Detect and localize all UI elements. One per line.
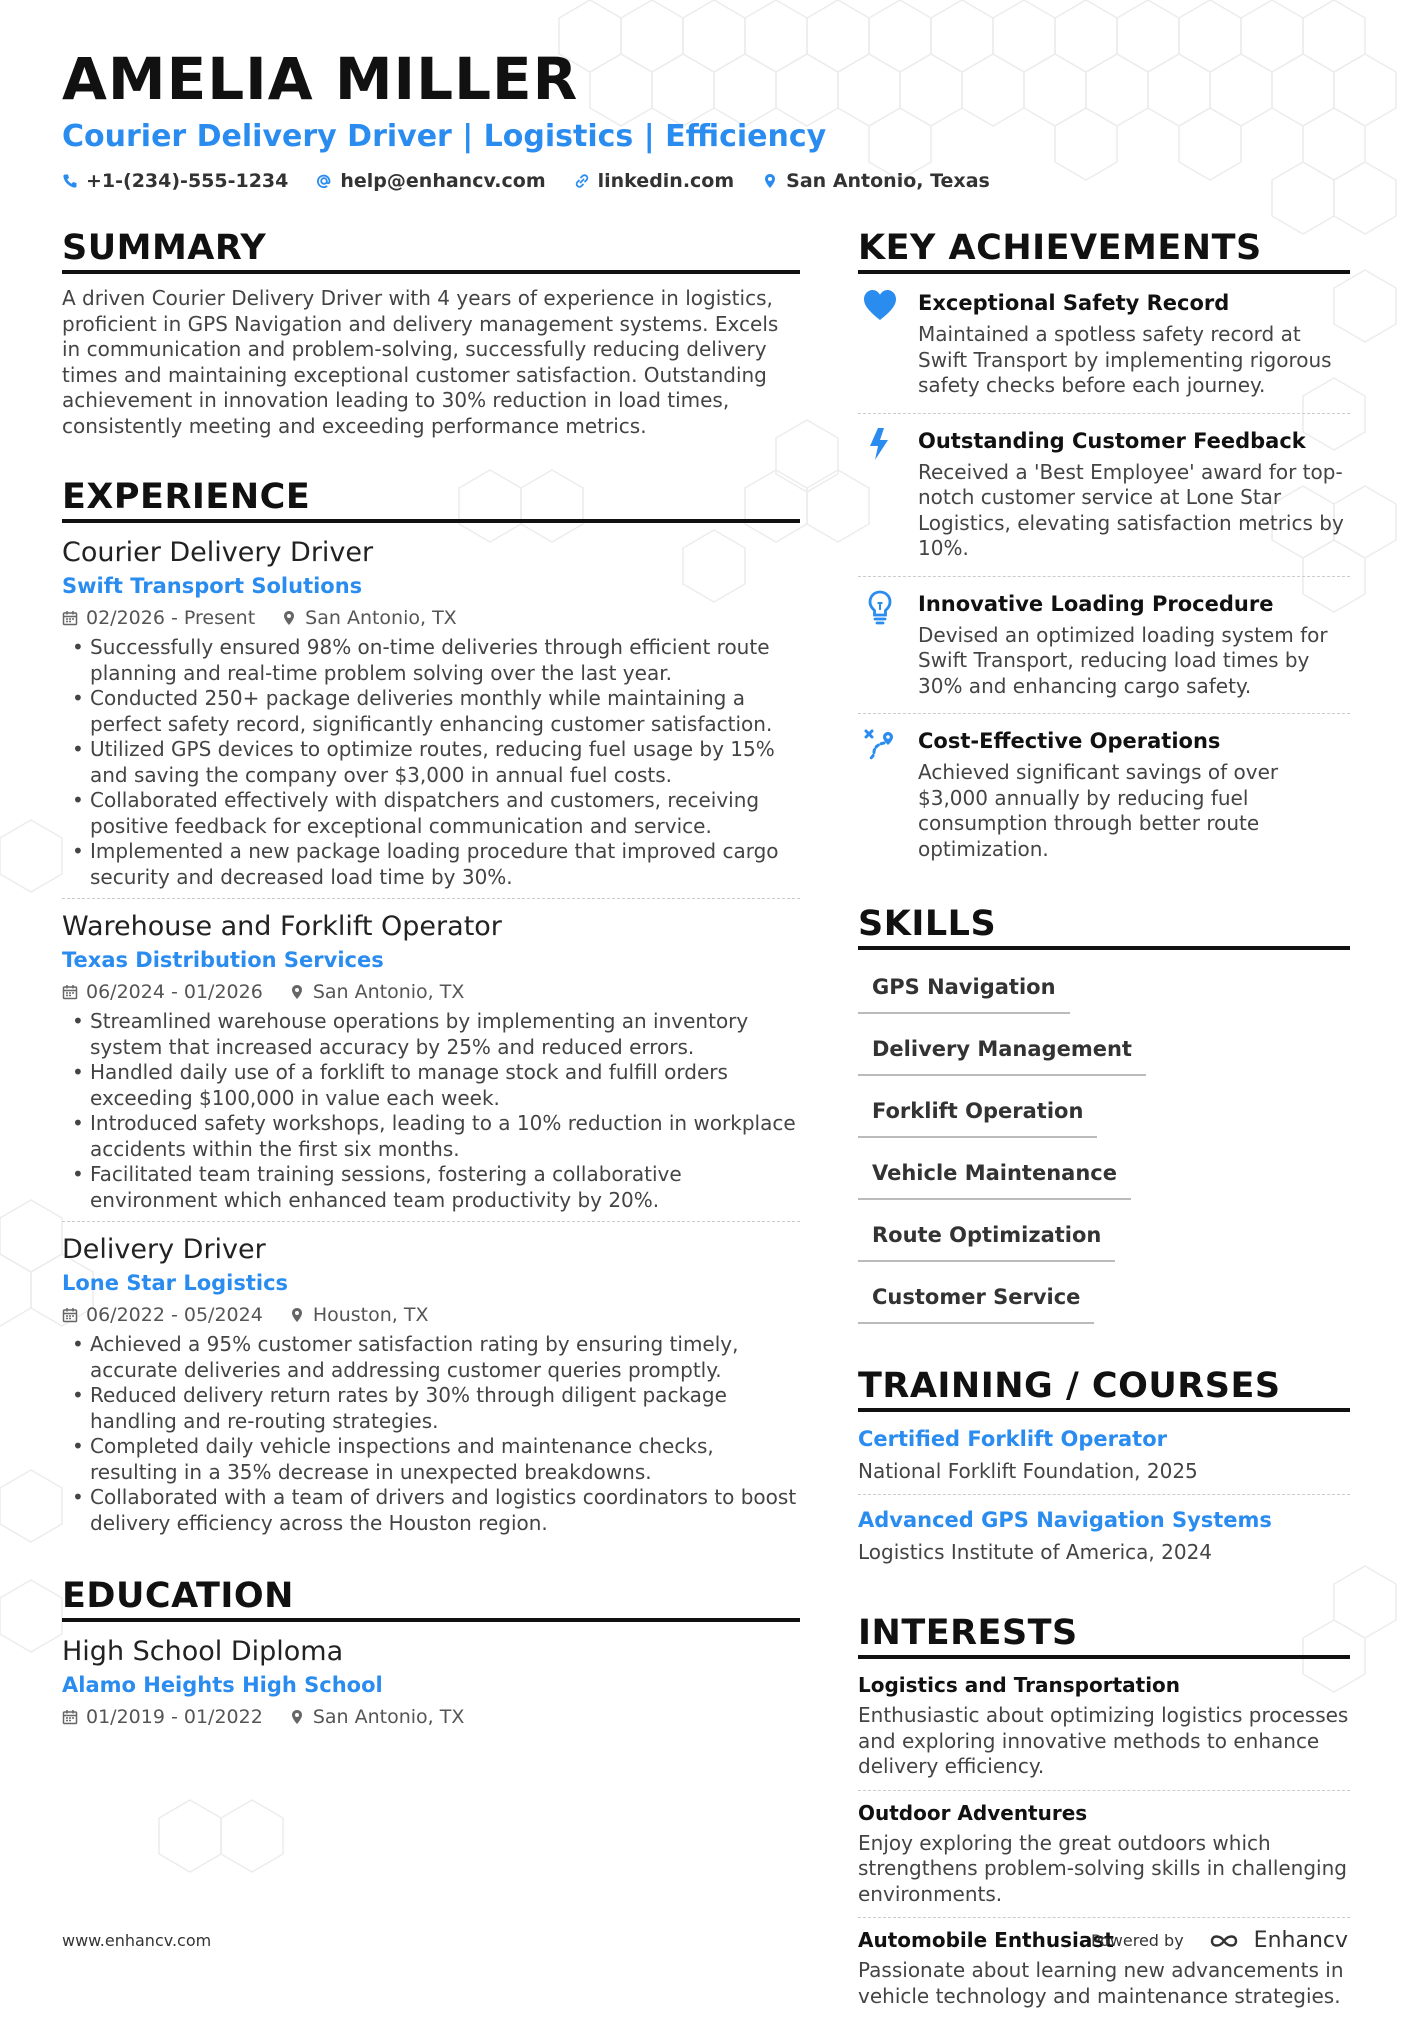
course-item bbox=[858, 1494, 1350, 1575]
skill-tag: Delivery Management bbox=[858, 1028, 1146, 1076]
calendar-icon bbox=[62, 1709, 78, 1725]
contact-linkedin[interactable] bbox=[574, 170, 735, 192]
interest-item bbox=[858, 1790, 1350, 1918]
job-location bbox=[289, 981, 465, 1003]
achievement-item bbox=[858, 413, 1350, 576]
education-dates-text: 01/2019 - 01/2022 bbox=[86, 1706, 263, 1728]
map-pin-icon bbox=[762, 173, 778, 189]
map-pin-icon bbox=[289, 984, 305, 1000]
job-bullet: • Handled daily use of a forklift to manage stock and fulfill orders exceeding $100,000 in value each week. bbox=[62, 1060, 800, 1111]
powered-by-text: Powered by bbox=[1090, 1931, 1184, 1950]
job-entry bbox=[62, 898, 800, 1221]
job-location-text: San Antonio, TX bbox=[305, 607, 457, 629]
job-bullet: • Conducted 250+ package deliveries monthly while maintaining a perfect safety record, significantly enhancing customer satisfaction. bbox=[62, 686, 800, 737]
achievement-title: Innovative Loading Procedure bbox=[918, 591, 1274, 616]
candidate-name: AMELIA MILLER bbox=[62, 45, 579, 113]
phone-icon bbox=[62, 173, 78, 189]
job-title: Courier Delivery Driver bbox=[62, 537, 374, 568]
job-bullets bbox=[62, 1332, 800, 1536]
job-entry bbox=[62, 535, 800, 898]
footer-url[interactable]: www.enhancv.com bbox=[62, 1931, 212, 1950]
achievement-icon-wrap bbox=[858, 589, 902, 700]
map-pin-icon bbox=[289, 1709, 305, 1725]
job-bullets bbox=[62, 635, 800, 890]
achievement-item bbox=[858, 713, 1350, 876]
summary-text: A driven Courier Delivery Driver with 4 years of experience in logistics, proficient in GPS Navigation and delivery management systems. Excels in communication and problem-solving, successfully reducing delivery times and maintaining exceptional customer satisfaction. Outstanding achievement in innovation leading to 30% reduction in load times, consistently meeting and exceeding performance metrics. bbox=[62, 286, 779, 438]
achievement-title: Outstanding Customer Feedback bbox=[918, 428, 1306, 453]
achievement-icon-wrap bbox=[858, 288, 902, 399]
job-dates-text: 02/2026 - Present bbox=[86, 607, 256, 629]
education-location bbox=[289, 1706, 465, 1728]
course-provider: Logistics Institute of America, 2024 bbox=[858, 1540, 1213, 1564]
map-pin-icon bbox=[281, 610, 297, 626]
interest-desc: Passionate about learning new advancements in vehicle technology and maintenance strategies. bbox=[858, 1958, 1344, 2008]
job-bullets bbox=[62, 1009, 800, 1213]
job-dates-text: 06/2024 - 01/2026 bbox=[86, 981, 263, 1003]
route-icon bbox=[862, 726, 898, 762]
skill-tag: Customer Service bbox=[858, 1276, 1094, 1324]
contact-info bbox=[62, 170, 1342, 192]
interest-item bbox=[858, 1671, 1350, 1790]
achievement-desc: Received a 'Best Employee' award for top-notch customer service at Lone Star Logistics, elevating satisfaction metrics by 10%. bbox=[918, 459, 1344, 560]
achievement-body bbox=[918, 726, 1350, 862]
achievements-heading: KEY ACHIEVEMENTS bbox=[858, 226, 1350, 274]
achievement-desc: Maintained a spotless safety record at Swift Transport by implementing rigorous safety checks before each journey. bbox=[918, 322, 1332, 397]
job-meta bbox=[62, 1304, 800, 1326]
location-text: San Antonio, Texas bbox=[786, 170, 990, 192]
course-title: Advanced GPS Navigation Systems bbox=[858, 1508, 1272, 1532]
course-item bbox=[858, 1424, 1350, 1494]
achievement-title: Exceptional Safety Record bbox=[918, 291, 1230, 315]
resume-header bbox=[62, 44, 1342, 192]
contact-email[interactable] bbox=[316, 170, 545, 192]
education-section bbox=[62, 1574, 800, 1728]
footer-brand bbox=[1091, 1928, 1348, 1953]
education-degree: High School Diploma bbox=[62, 1636, 344, 1667]
job-entry bbox=[62, 1221, 800, 1544]
interest-desc: Enjoy exploring the great outdoors which strengthens problem-solving skills in challenging environments. bbox=[858, 1830, 1347, 1906]
at-sign-icon bbox=[316, 173, 332, 189]
training-section bbox=[858, 1364, 1350, 1575]
skill-tag: Route Optimization bbox=[858, 1214, 1115, 1262]
linkedin-text: linkedin.com bbox=[597, 170, 735, 192]
education-heading: EDUCATION bbox=[62, 1574, 800, 1622]
brand-name: Enhancv bbox=[1253, 1928, 1348, 1953]
footer bbox=[62, 1928, 1348, 1953]
lightning-icon bbox=[862, 426, 898, 462]
summary-section bbox=[62, 226, 800, 439]
course-provider: National Forklift Foundation, 2025 bbox=[858, 1459, 1198, 1483]
interest-desc: Enthusiastic about optimizing logistics processes and exploring innovative methods to enhance delivery efficiency. bbox=[858, 1703, 1349, 1778]
achievement-title: Cost-Effective Operations bbox=[918, 729, 1221, 753]
experience-heading: EXPERIENCE bbox=[62, 475, 800, 523]
map-pin-icon bbox=[289, 1307, 305, 1323]
lightbulb-icon bbox=[862, 589, 898, 625]
education-dates bbox=[62, 1706, 263, 1728]
achievement-icon-wrap bbox=[858, 726, 902, 862]
education-school: Alamo Heights High School bbox=[62, 1673, 383, 1697]
email-text: help@enhancv.com bbox=[340, 170, 546, 192]
skills-heading: SKILLS bbox=[858, 902, 1350, 950]
job-bullet: • Achieved a 95% customer satisfaction rating by ensuring timely, accurate deliveries and addressing customer queries promptly. bbox=[62, 1332, 800, 1383]
experience-section bbox=[62, 475, 800, 1544]
education-meta bbox=[62, 1706, 800, 1728]
job-location bbox=[289, 1304, 429, 1326]
job-bullet: • Reduced delivery return rates by 30% through diligent package handling and re-routing strategies. bbox=[62, 1383, 800, 1434]
skill-tag: GPS Navigation bbox=[858, 966, 1070, 1014]
achievements-section bbox=[858, 226, 1350, 876]
achievement-body bbox=[918, 426, 1350, 562]
phone-text: +1-(234)-555-1234 bbox=[86, 170, 289, 192]
job-company: Texas Distribution Services bbox=[62, 948, 384, 972]
job-bullet: • Utilized GPS devices to optimize routes, reducing fuel usage by 15% and saving the company over $3,000 in annual fuel costs. bbox=[62, 737, 800, 788]
job-meta bbox=[62, 981, 800, 1003]
job-location bbox=[281, 607, 457, 629]
job-bullet: • Implemented a new package loading procedure that improved cargo security and decreased load time by 30%. bbox=[62, 839, 800, 890]
right-column bbox=[858, 226, 1350, 2019]
skill-tag: Vehicle Maintenance bbox=[858, 1152, 1131, 1200]
course-title: Certified Forklift Operator bbox=[858, 1427, 1168, 1451]
heart-icon bbox=[862, 288, 898, 324]
enhancv-logo-icon bbox=[1202, 1929, 1246, 1953]
achievement-body bbox=[918, 288, 1350, 399]
interest-title: Outdoor Adventures bbox=[858, 1800, 1088, 1825]
job-dates bbox=[62, 981, 263, 1003]
summary-heading: SUMMARY bbox=[62, 226, 800, 274]
training-heading: TRAINING / COURSES bbox=[858, 1364, 1350, 1412]
left-column bbox=[62, 226, 800, 1734]
skill-tag: Forklift Operation bbox=[858, 1090, 1097, 1138]
job-dates bbox=[62, 607, 255, 629]
achievement-item bbox=[858, 286, 1350, 413]
job-bullet: • Streamlined warehouse operations by implementing an inventory system that increased accuracy by 25% and reduced errors. bbox=[62, 1009, 800, 1060]
job-company: Swift Transport Solutions bbox=[62, 574, 363, 598]
link-icon bbox=[574, 173, 590, 189]
contact-phone[interactable] bbox=[62, 170, 288, 192]
job-dates bbox=[62, 1304, 263, 1326]
job-title: Delivery Driver bbox=[62, 1234, 266, 1265]
job-bullet: • Completed daily vehicle inspections and maintenance checks, resulting in a 35% decrease in unexpected breakdowns. bbox=[62, 1434, 800, 1485]
calendar-icon bbox=[62, 984, 78, 1000]
job-title: Warehouse and Forklift Operator bbox=[62, 911, 502, 942]
calendar-icon bbox=[62, 1307, 78, 1323]
achievement-desc: Devised an optimized loading system for Swift Transport, reducing load times by 30% and enhancing cargo safety. bbox=[918, 622, 1328, 698]
skills-list bbox=[858, 962, 1350, 1324]
contact-location bbox=[762, 170, 990, 192]
job-meta bbox=[62, 607, 800, 629]
achievement-desc: Achieved significant savings of over $3,000 annually by reducing fuel consumption through better route optimization. bbox=[918, 760, 1279, 861]
job-bullet: • Facilitated team training sessions, fostering a collaborative environment which enhanced team productivity by 20%. bbox=[62, 1162, 800, 1213]
job-location-text: San Antonio, TX bbox=[312, 981, 465, 1003]
interest-title: Logistics and Transportation bbox=[858, 1673, 1181, 1697]
achievement-item bbox=[858, 576, 1350, 714]
job-bullet: • Collaborated effectively with dispatchers and customers, receiving positive feedback for exceptional communication and service. bbox=[62, 788, 800, 839]
job-bullet: • Introduced safety workshops, leading to a 10% reduction in workplace accidents within the first six months. bbox=[62, 1111, 800, 1162]
brand-logo[interactable] bbox=[1202, 1928, 1348, 1953]
achievement-icon-wrap bbox=[858, 426, 902, 562]
interest-title: Automobile Enthusiast bbox=[858, 1928, 1114, 1952]
achievement-body bbox=[918, 589, 1350, 700]
job-location-text: Houston, TX bbox=[312, 1304, 429, 1326]
education-location-text: San Antonio, TX bbox=[312, 1706, 465, 1728]
interests-heading: INTERESTS bbox=[858, 1611, 1350, 1659]
job-bullet: • Collaborated with a team of drivers and logistics coordinators to boost delivery efficiency across the Houston region. bbox=[62, 1485, 800, 1536]
calendar-icon bbox=[62, 610, 78, 626]
interests-section bbox=[858, 1611, 1350, 2019]
job-bullet: • Successfully ensured 98% on-time deliveries through efficient route planning and real-time problem solving over the last year. bbox=[62, 635, 800, 686]
skills-section bbox=[858, 902, 1350, 1324]
job-company: Lone Star Logistics bbox=[62, 1271, 289, 1295]
job-dates-text: 06/2022 - 05/2024 bbox=[86, 1304, 263, 1326]
candidate-tagline: Courier Delivery Driver | Logistics | Efficiency bbox=[62, 119, 827, 154]
